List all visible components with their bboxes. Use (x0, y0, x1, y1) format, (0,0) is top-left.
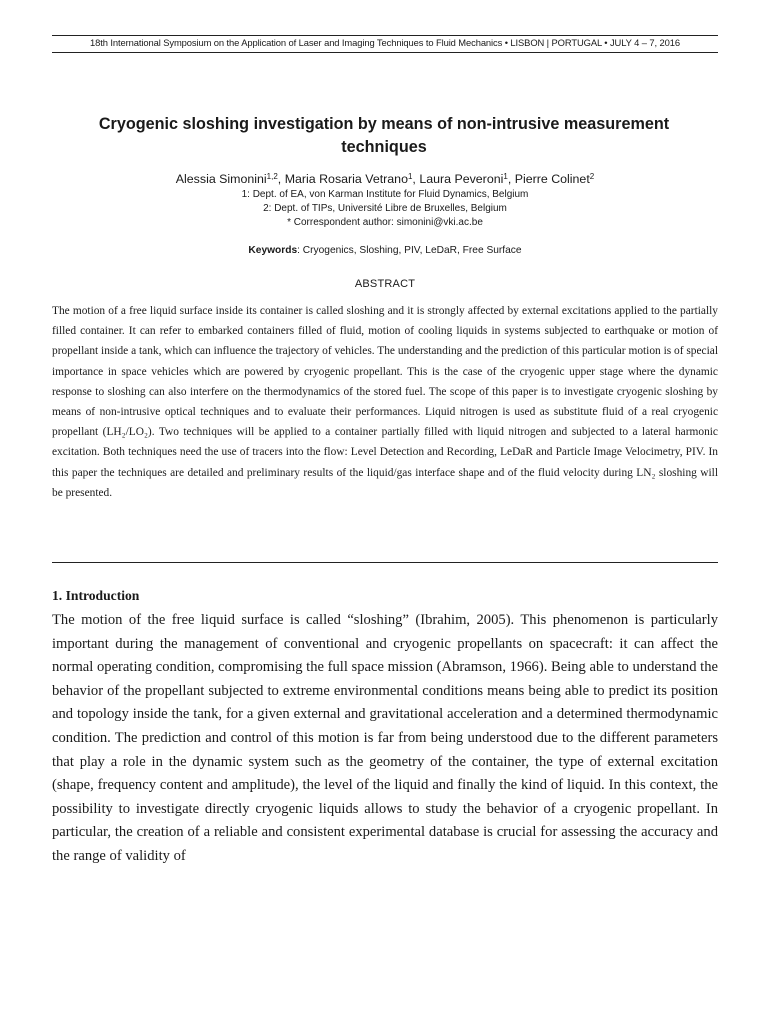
abstract-text: The motion of a free liquid surface inside its container is called sloshing and it is strongly affected by external excitations applied to the partially filled container. It can refer to embarked containers filled of fluid, motion of cooling liquids in systems subjected to earthquake or motion of propellant inside a tank, which can influence the trajectory of vehicles. The understanding and the prediction of this particular motion is of special importance in space vehicles which are powered by cryogenic propellant. This is the case of the cryogenic upper stage where the dynamic response to sloshing can also interfere on the thermodynamics of the stored fuel. The scope of this paper is to investigate cryogenic sloshing by means of non-intrusive optical techniques and to evaluate their performances. Liquid nitrogen is used as substitute fluid of a real cryogenic propellant (LH₂/LO₂). Two techniques will be applied to a container partially filled with liquid nitrogen and subjected to a lateral harmonic excitation. Both techniques need the use of tracers into the flow: Level Detection and Recording, LeDaR and Particle Image Velocimetry, PIV. In this paper the techniques are detailed and preliminary results of the liquid/gas interface shape and of the fluid velocity during LN₂ sloshing will be presented. (52, 305, 718, 499)
author-affiliation-mark: 1,2 (266, 172, 278, 181)
author-separator: , (277, 172, 285, 186)
affiliation-2: 2: Dept. of TIPs, Université Libre de Bruxelles, Belgium (263, 203, 507, 214)
author-name: Pierre Colinet (514, 172, 590, 186)
correspondent-author: * Correspondent author: simonini@vki.ac.be (287, 217, 483, 228)
keywords-line (52, 245, 718, 256)
author-affiliation-mark: 2 (589, 172, 595, 181)
author-separator: , (507, 172, 515, 186)
conference-header: 18th International Symposium on the Application of Laser and Imaging Techniques to Fluid Mechanics • LISBON | PORTUGAL • JULY 4 – 7, 2016 (90, 37, 680, 48)
keywords-list: : Cryogenics, Sloshing, PIV, LeDaR, Free Surface (297, 245, 522, 256)
author-separator: , (412, 172, 420, 186)
abstract-heading: ABSTRACT (354, 278, 416, 290)
author-name: Alessia Simonini (175, 172, 267, 186)
paper-title: Cryogenic sloshing investigation by means of non-intrusive measurement techniques (98, 115, 670, 156)
section-divider (52, 562, 718, 563)
keywords-label: Keywords (248, 245, 298, 256)
author-affiliation-mark: 1 (407, 172, 413, 181)
author-list (52, 171, 718, 187)
introduction-text: The motion of the free liquid surface is called “sloshing” (Ibrahim, 2005). This phenomenon is particularly important during the management of conventional and cryogenic propellants on spacecraft: it can affect the normal operating condition, compromising the full space mission (Abramson, 1966). Being able to understand the behavior of the propellant subjected to extreme environmental conditions means being able to predict its position and topology inside the tank, for a given external and gravitational acceleration and a determined thermodynamic condition. The prediction and control of this motion is far from being understood due to the different parameters that play a role in the dynamic system such as the geometry of the container, the type of external excitation (shape, frequency content and amplitude), the level of the liquid and finally the kind of liquid. In this context, the possibility to investigate directly cryogenic liquids allows to study the behavior of a cryogenic propellant. In particular, the creation of a reliable and consistent experimental database is crucial for assessing the accuracy and the range of validity of (52, 612, 718, 864)
header-rule-bottom (52, 52, 718, 53)
author-affiliation-mark: 1 (503, 172, 508, 181)
author-name: Laura Peveroni (419, 172, 504, 186)
author-name: Maria Rosaria Vetrano (284, 172, 408, 186)
header-rule-top (52, 35, 718, 36)
introduction-heading: 1. Introduction (52, 588, 140, 603)
affiliation-1: 1: Dept. of EA, von Karman Institute for Fluid Dynamics, Belgium (241, 189, 529, 200)
